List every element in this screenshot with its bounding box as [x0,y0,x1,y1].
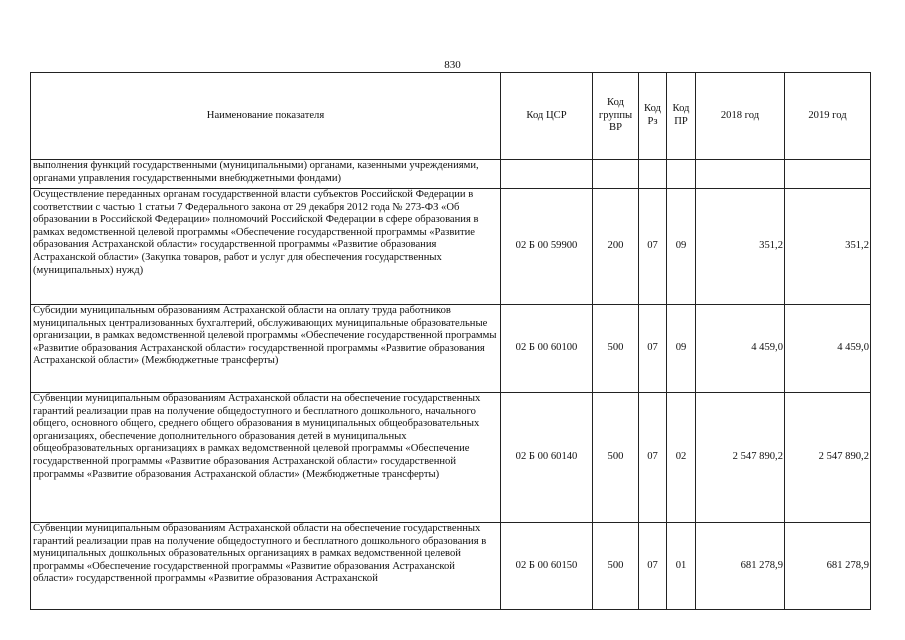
row-pr [667,160,696,189]
row-2019: 2 547 890,2 [785,393,871,523]
row-vr: 500 [593,523,639,610]
row-name: выполнения функций государственными (муниципальными) органами, казенными учреждениями, органами управления государственными внебюджетными фондами) [31,160,501,189]
row-2018: 4 459,0 [696,305,785,393]
row-csr [501,160,593,189]
header-csr: Код ЦСР [501,73,593,160]
row-name: Субсидии муниципальным образованиям Астраханской области на оплату труда работников муниципальных централизованных бухгалтерий, обслуживающих муниципальные образовательные организации, в рамках ведомственной целевой программы «Обеспечение государственной программы «Развитие образования Астраханской области» государственной программы «Развитие образования Астраханской области» (Межбюджетные трансферты) [31,305,501,393]
table-row [31,305,871,393]
row-rz: 07 [639,305,667,393]
row-vr: 500 [593,393,639,523]
row-vr: 500 [593,305,639,393]
row-name: Субвенции муниципальным образованиям Астраханской области на обеспечение государственных гарантий реализации прав на получение общедоступного и бесплатного дошкольного образования в муниципальных дошкольных образовательных организациях в рамках ведомственной целевой программы «Обеспечение государственной программы «Развитие образования Астраханской области» государственной программы «Развитие образования Астраханской [31,523,501,610]
page-number: 830 [444,59,461,71]
row-2018: 2 547 890,2 [696,393,785,523]
row-vr [593,160,639,189]
header-pr: Код ПР [667,73,696,160]
row-rz: 07 [639,393,667,523]
row-csr: 02 Б 00 59900 [501,189,593,305]
row-2019: 4 459,0 [785,305,871,393]
header-row [31,73,871,160]
row-name: Субвенции муниципальным образованиям Астраханской области на обеспечение государственных гарантий реализации прав на получение общедоступного и бесплатного дошкольного, начального общего, основного общего, среднего общего образования в муниципальных общеобразовательных организациях, обеспечение дополнительного образования детей в муниципальных общеобразовательных организациях в рамках ведомственной целевой программы «Обеспечение государственной программы «Развитие образования Астраханской области» государственной программы «Развитие образования Астраханской области» (Межбюджетные трансферты) [31,393,501,523]
row-csr: 02 Б 00 60100 [501,305,593,393]
header-vr: Код группы ВР [593,73,639,160]
budget-table [30,72,871,610]
table-row [31,189,871,305]
row-pr: 02 [667,393,696,523]
row-2018: 351,2 [696,189,785,305]
header-name: Наименование показателя [31,73,501,160]
row-rz: 07 [639,189,667,305]
table-row [31,523,871,610]
table-row [31,393,871,523]
row-2019 [785,160,871,189]
row-2019: 351,2 [785,189,871,305]
table-row [31,160,871,189]
row-2018 [696,160,785,189]
header-rz: Код Рз [639,73,667,160]
row-pr: 09 [667,305,696,393]
row-rz [639,160,667,189]
row-rz: 07 [639,523,667,610]
row-csr: 02 Б 00 60140 [501,393,593,523]
row-pr: 01 [667,523,696,610]
header-2018: 2018 год [696,73,785,160]
row-2019: 681 278,9 [785,523,871,610]
row-name: Осуществление переданных органам государственной власти субъектов Российской Федерации в соответствии с частью 1 статьи 7 Федерального закона от 29 декабря 2012 года № 273-ФЗ «Об образовании в Российской Федерации» полномочий Российской Федерации в сфере образования в рамках ведомственной целевой программы «Обеспечение государственной программы «Развитие образования Астраханской области» государственной программы «Развитие образования Астраханской области» (Закупка товаров, работ и услуг для обеспечения государственных (муниципальных) нужд) [31,189,501,305]
header-2019: 2019 год [785,73,871,160]
row-2018: 681 278,9 [696,523,785,610]
row-vr: 200 [593,189,639,305]
row-csr: 02 Б 00 60150 [501,523,593,610]
row-pr: 09 [667,189,696,305]
